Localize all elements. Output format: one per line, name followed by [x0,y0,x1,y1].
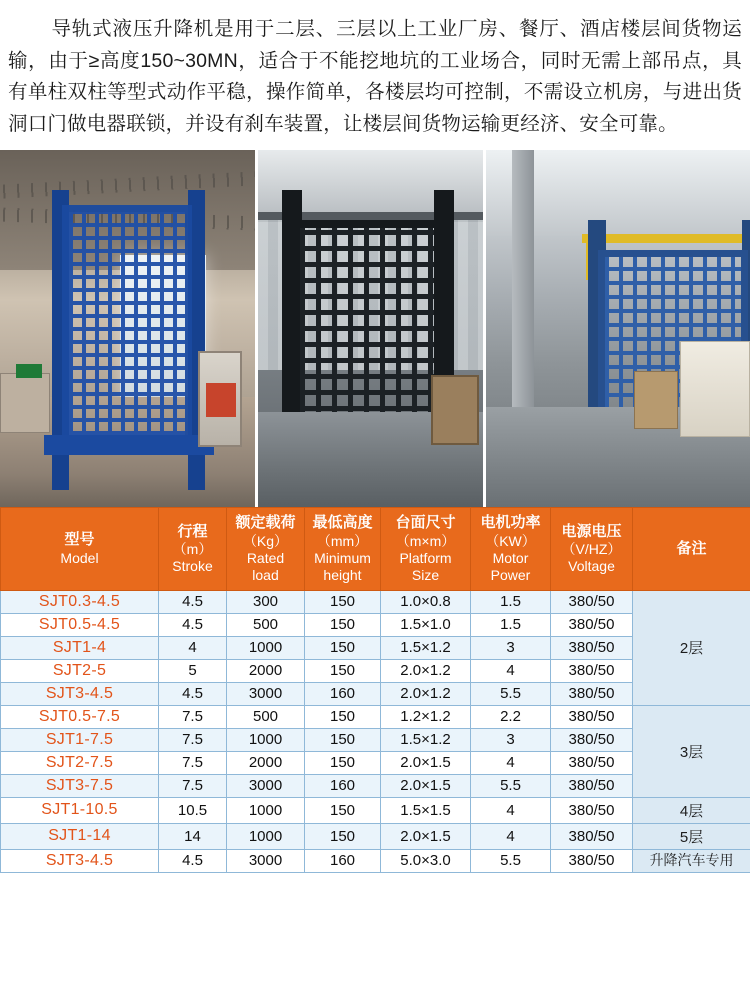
table-header-row [1,508,750,591]
cell-remark: 5层 [633,823,750,849]
cell-minheight: 150 [305,823,381,849]
cell-minheight: 150 [305,659,381,682]
cell-remark: 2层 [633,590,750,705]
cell-platform: 1.5×1.2 [381,728,471,751]
cell-minheight: 150 [305,751,381,774]
cell-model: SJT3-4.5 [1,682,159,705]
photo1-exit-sign [16,364,42,378]
cell-minheight: 160 [305,774,381,797]
header-minimum-height: 最低高度 （mm） Minimum height [305,508,381,591]
cell-model: SJT1-14 [1,823,159,849]
cell-voltage: 380/50 [551,774,633,797]
cell-motor: 4 [471,659,551,682]
cell-remark: 升降汽车专用 [633,849,750,872]
header-stroke: 行程 （m） Stroke [159,508,227,591]
cell-voltage: 380/50 [551,849,633,872]
cell-platform: 5.0×3.0 [381,849,471,872]
cell-stroke: 4.5 [159,590,227,613]
cell-voltage: 380/50 [551,659,633,682]
product-description-text: 导轨式液压升降机是用于二层、三层以上工业厂房、餐厅、酒店楼层间货物运输，由于≥高度150~30MN，适合于不能挖地坑的工业场合，同时无需上部吊点，具有单柱双柱等型式动作平稳，操作简单，各楼层均可控制，不需设立机房，与进出货洞口门做电器联锁，并设有刹车装置，让楼层间货物运输更经济、安全可靠。 [8,18,742,135]
cell-load: 1000 [227,636,305,659]
header-remark: 备注 [633,508,750,591]
cell-motor: 4 [471,797,551,823]
cell-remark: 3层 [633,705,750,797]
cell-motor: 1.5 [471,613,551,636]
cell-stroke: 4 [159,636,227,659]
cell-motor: 5.5 [471,682,551,705]
photo3-yellow-guardrail [582,234,742,243]
cell-model: SJT0.3-4.5 [1,590,159,613]
cell-model: SJT2-7.5 [1,751,159,774]
photo1-lift-platform [44,435,214,455]
cell-stroke: 7.5 [159,705,227,728]
photo2-crate [431,375,479,445]
photo1-crate [0,373,50,433]
cell-load: 1000 [227,823,305,849]
cell-model: SJT1-4 [1,636,159,659]
cell-motor: 5.5 [471,849,551,872]
cell-platform: 2.0×1.5 [381,823,471,849]
cell-load: 300 [227,590,305,613]
cell-voltage: 380/50 [551,705,633,728]
cell-voltage: 380/50 [551,797,633,823]
cell-voltage: 380/50 [551,751,633,774]
table-row [1,705,750,728]
photo1-hand-cart [198,351,242,447]
cell-platform: 1.0×0.8 [381,590,471,613]
cell-motor: 5.5 [471,774,551,797]
cell-motor: 4 [471,751,551,774]
table-row [1,797,750,823]
product-photo-1 [0,150,255,507]
header-rated-load: 额定载荷 （Kg） Rated load [227,508,305,591]
cell-load: 500 [227,705,305,728]
photo3-boxes [634,371,678,429]
cell-platform: 1.5×1.0 [381,613,471,636]
cell-motor: 3 [471,636,551,659]
cell-voltage: 380/50 [551,636,633,659]
photo3-wrapped-goods [680,341,750,437]
product-photo-2 [258,150,483,507]
product-photo-3 [486,150,750,507]
cell-model: SJT1-10.5 [1,797,159,823]
cell-platform: 1.5×1.5 [381,797,471,823]
cell-stroke: 7.5 [159,728,227,751]
cell-minheight: 150 [305,728,381,751]
cell-platform: 1.5×1.2 [381,636,471,659]
cell-stroke: 7.5 [159,774,227,797]
specification-table [0,507,750,873]
cell-stroke: 4.5 [159,613,227,636]
header-model: 型号 Model [1,508,159,591]
cell-motor: 4 [471,823,551,849]
cell-stroke: 5 [159,659,227,682]
cell-platform: 1.2×1.2 [381,705,471,728]
cell-minheight: 150 [305,705,381,728]
cell-stroke: 4.5 [159,682,227,705]
cell-load: 3000 [227,849,305,872]
cell-stroke: 4.5 [159,849,227,872]
cell-stroke: 10.5 [159,797,227,823]
product-photo-strip [0,150,750,507]
cell-voltage: 380/50 [551,682,633,705]
cell-model: SJT0.5-4.5 [1,613,159,636]
cell-platform: 2.0×1.5 [381,751,471,774]
cell-motor: 2.2 [471,705,551,728]
cell-motor: 3 [471,728,551,751]
cell-load: 500 [227,613,305,636]
cell-load: 2000 [227,659,305,682]
table-row [1,590,750,613]
cell-minheight: 160 [305,682,381,705]
cell-minheight: 150 [305,797,381,823]
cell-remark: 4层 [633,797,750,823]
cell-platform: 2.0×1.2 [381,659,471,682]
cell-voltage: 380/50 [551,590,633,613]
header-voltage: 电源电压 （V/HZ） Voltage [551,508,633,591]
cell-model: SJT2-5 [1,659,159,682]
cell-minheight: 150 [305,636,381,659]
header-platform-size: 台面尺寸 （m×m） Platform Size [381,508,471,591]
cell-platform: 2.0×1.5 [381,774,471,797]
cell-platform: 2.0×1.2 [381,682,471,705]
header-motor-power: 电机功率 （KW） Motor Power [471,508,551,591]
table-row [1,823,750,849]
cell-stroke: 14 [159,823,227,849]
cell-stroke: 7.5 [159,751,227,774]
cell-load: 1000 [227,797,305,823]
cell-model: SJT1-7.5 [1,728,159,751]
photo1-cart-load [206,383,236,417]
cell-model: SJT3-7.5 [1,774,159,797]
cell-voltage: 380/50 [551,823,633,849]
photo1-lift-cage [62,205,192,455]
cell-voltage: 380/50 [551,728,633,751]
product-description [0,0,750,150]
cell-motor: 1.5 [471,590,551,613]
cell-load: 2000 [227,751,305,774]
photo2-lift-cage [292,220,442,435]
cell-minheight: 150 [305,590,381,613]
cell-load: 3000 [227,774,305,797]
cell-minheight: 150 [305,613,381,636]
cell-load: 1000 [227,728,305,751]
cell-model: SJT3-4.5 [1,849,159,872]
cell-voltage: 380/50 [551,613,633,636]
cell-model: SJT0.5-7.5 [1,705,159,728]
cell-load: 3000 [227,682,305,705]
cell-minheight: 160 [305,849,381,872]
table-row [1,849,750,872]
